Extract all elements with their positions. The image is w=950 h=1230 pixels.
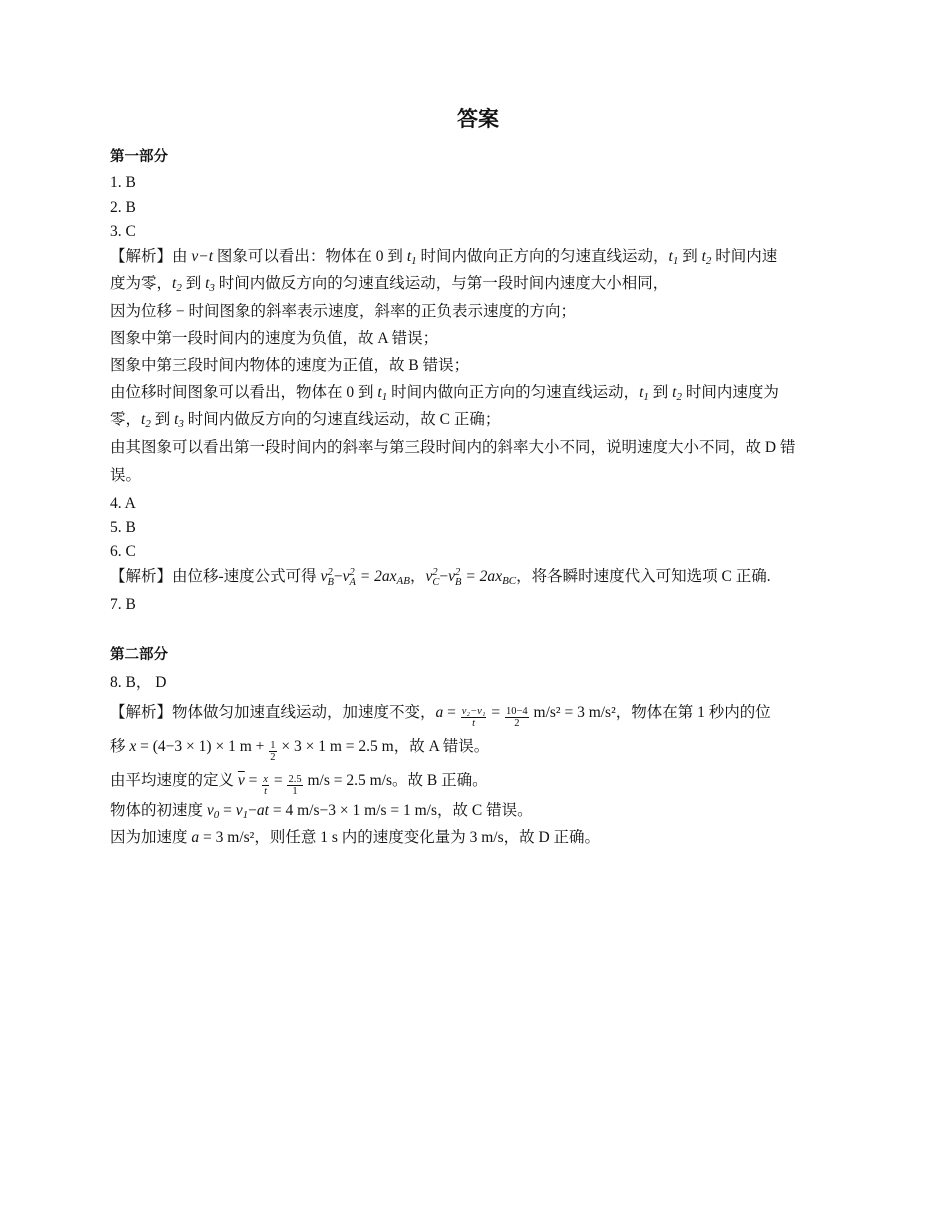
math-t1: $t_1$: [406, 248, 417, 267]
answer-1: 1. B: [110, 174, 136, 191]
math-t2: $t_2$: [701, 248, 712, 267]
math-t2: $t_2$: [172, 275, 182, 294]
math-vB-squared: v 2 B: [448, 567, 462, 588]
section-heading-part1: 第一部分: [110, 149, 168, 165]
math-vB-squared: v 2 B: [320, 567, 334, 588]
math-t1: $t_1$: [377, 384, 388, 403]
math-t1: $t_1$: [639, 384, 649, 403]
math-vC-squared: v 2 C: [425, 567, 440, 588]
answer-8: 8. B， D: [110, 674, 167, 691]
explanation-3-line-9: 误。: [110, 467, 142, 484]
answer-2: 2. B: [110, 199, 136, 216]
explanation-8-line-1: 【解析】物体做匀加速直线运动，加速度不变，a = $\frac{\text{v₂−v₁}}{t}$ = $\frac{10-4}{2}$ m/s² = 3 m/s²，物体在第 1 秒内的位: [110, 704, 771, 729]
answer-3: 3. C: [110, 223, 136, 240]
explanation-3-line-5: 图象中第三段时间内物体的速度为正值，故 B 错误；: [110, 357, 470, 374]
math-fraction-half: $\frac{1}{2}$: [270, 740, 276, 763]
math-t1: $t_1$: [668, 248, 679, 267]
math-v-t: v−t: [191, 248, 214, 265]
answer-5: 5. B: [110, 519, 136, 536]
explanation-3-line-4: 图象中第一段时间内的速度为负值，故 A 错误；: [110, 330, 439, 347]
explanation-6: 【解析】由位移-速度公式可得 v 2 B −v 2 A = $2ax_{AB}$，v 2 C −v 2 B = $2ax_{BC}$，将各瞬时速度代入可知选项 C 正确.: [110, 567, 771, 588]
explanation-3-line-3: 因为位移 − 时间图象的斜率表示速度，斜率的正负表示速度的方向；: [110, 303, 576, 320]
explanation-3-line-8: 由其图象可以看出第一段时间内的斜率与第三段时间内的斜率大小不同，说明速度大小不同，故 D 错: [110, 439, 796, 456]
answer-4: 4. A: [110, 495, 136, 512]
explanation-8-line-4: 物体的初速度 $v_0 = v_1-at = 4$ m/s−3 × 1 m/s = 1 m/s，故 C 错误。: [110, 802, 533, 821]
explanation-8-line-2: 移 x = (4−3 × 1) × 1 m + $\frac{1}{2}$ × 3 × 1 m = 2.5 m，故 A 错误。: [110, 738, 490, 763]
math-fraction-velocity: $\frac{\text{v₂−v₁}}{t}$: [461, 706, 486, 729]
explanation-3-line-7: 零，$t_2$ 到 $t_3$ 时间内做反方向的匀速直线运动，故 C 正确；: [110, 411, 501, 430]
section-heading-part2: 第二部分: [110, 647, 168, 663]
answer-7: 7. B: [110, 596, 136, 613]
math-2axAB: = $2ax_{AB}$: [355, 568, 410, 587]
explanation-8-line-5: 因为加速度 a = 3 m/s²，则任意 1 s 内的速度变化量为 3 m/s，故 D 正确。: [110, 829, 601, 846]
math-t2: $t_2$: [672, 384, 682, 403]
explanation-8-line-3: 由平均速度的定义 $\overline{v}$ = $\frac{x}{t}$ = $\frac{2.5}{1}$ m/s = 2.5 m/s。故 B 正确。: [110, 772, 488, 797]
math-fraction-avg-values: $\frac{2.5}{1}$: [288, 774, 302, 797]
explanation-3-line-2: 度为零，$t_2$ 到 $t_3$ 时间内做反方向的匀速直线运动，与第一段时间内速度大小相同，: [110, 275, 669, 294]
math-vA-squared: v 2 A: [342, 567, 356, 588]
page-title: 答案: [457, 107, 499, 131]
math-t3: $t_3$: [174, 411, 184, 430]
explanation-3-line-6: 由位移时间图象可以看出，物体在 0 到 $t_1$ 时间内做向正方向的匀速直线运动，$t_1$ 到 $t_2$ 时间内速度为: [110, 384, 779, 403]
math-t3: $t_3$: [205, 275, 215, 294]
math-t2: $t_2$: [141, 411, 151, 430]
math-fraction-avg: $\frac{x}{t}$: [263, 774, 268, 797]
math-fraction-values: $\frac{10-4}{2}$: [505, 706, 528, 729]
math-2axBC: = $2ax_{BC}$: [461, 568, 517, 587]
explanation-3-line-1: 【解析】由 v−t 图象可以看出：物体在 0 到 $t_1$ 时间内做向正方向的匀速直线运动，$t_1$ 到 $t_2$ 时间内速: [110, 248, 778, 267]
answer-6: 6. C: [110, 543, 136, 560]
